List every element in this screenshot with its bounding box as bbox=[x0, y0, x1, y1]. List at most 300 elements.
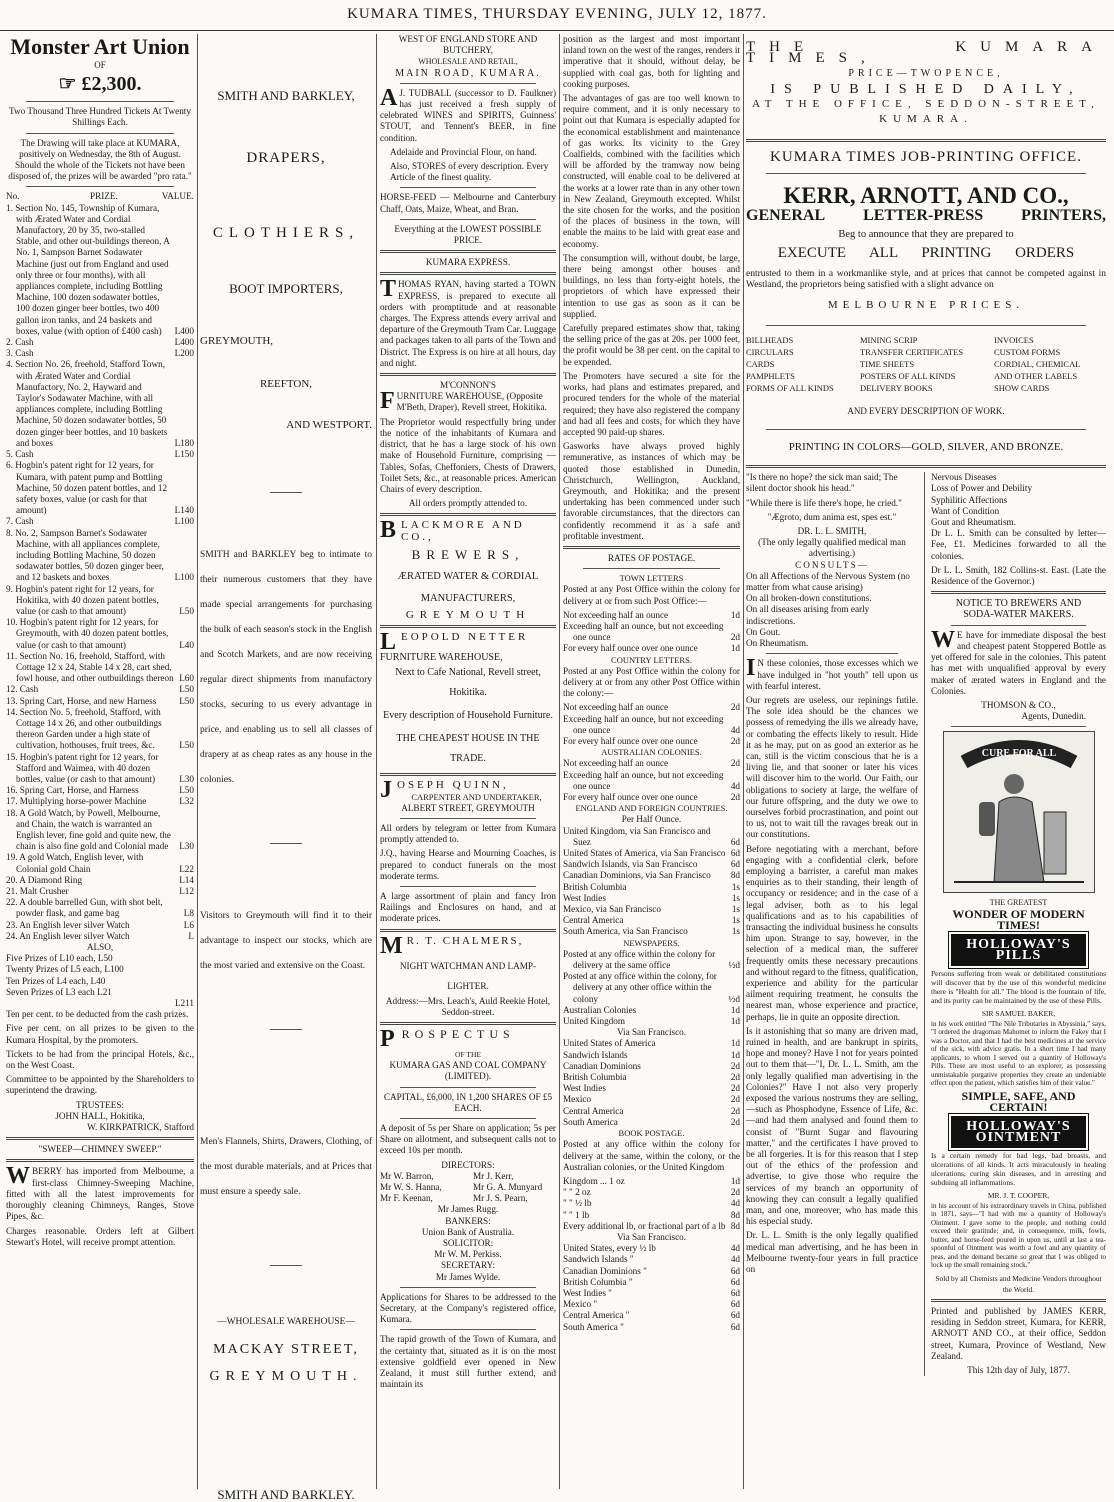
row-value: 1d bbox=[730, 1038, 740, 1049]
table-row bbox=[6, 897, 194, 919]
paper-title: THE KUMARA TIMES, bbox=[746, 39, 1106, 67]
row-value: 4d bbox=[730, 780, 740, 791]
row-value: 2d bbox=[730, 1187, 740, 1198]
dr-text: Is it astonishing that so many are driven mad, ruined in health, and are bankrupt in spirits, hope and money? Have I not for years pointed out to them that—"I, Dr. L. L. Smith, am the only legally qualified man advertising in the Colonies?" Have I not also very properly exposed the various nostrums they are selling,—such as Phosphodyne, Essence of Life, &c.—and had them analysed and found them to consist of "Burnt Sugar and flavouring matter," and the certificates I have proved to be all forgeries. It is for this reason that I step out of the ethics of the profession and advertise, to give those who require the services of my branch an opportunity of knowing they can consult a legally qualified man, and one, moreover, who has made this his especial study. bbox=[746, 1025, 918, 1227]
row-label: Ten Prizes of L4 each, L40 bbox=[6, 975, 106, 986]
store-text: A J. TUDBALL (successor to D. Faulkner) has just received a fresh supply of celebrated WINES and SPIRITS, Guinness' STOUT, and Tennent's BEER, in fine condition. bbox=[380, 84, 556, 143]
director: Mr W. S. Hanna, bbox=[380, 1182, 442, 1192]
divider bbox=[400, 818, 536, 819]
pills-text: Persons suffering from weak or debilitated constitutions will discover that by the use of this wonderful medicine there is "Health for all." The blood is the fountain of life, and its purity can be maintained by the use of these Pills. bbox=[931, 969, 1106, 1006]
divider bbox=[563, 546, 740, 549]
table-row bbox=[563, 1266, 740, 1277]
row-label: 14. Section No. 5, freehold, Stafford, with Cottage 14 x 26, and other outbuildings thereon Garden under a high state of cultivation, hothouses, fruit trees, &c. bbox=[6, 706, 162, 751]
dr-text: Our regrets are useless, our repinings futile. The sole idea should be the chances we possess of remedying the ills we already have, or combating the effects likely to result. Hide it as he may, put on as good an exterior as he can, still is the victim conscious that he is a living lie, and that sooner or later his vices will discover him to the world. Our Faith, our obligations to society at large, the welfare of our future offspring, and the duty we owe to ourselves forbid procrastination, and point out to us, not to wait till the ravages break out in our constitutions. bbox=[746, 694, 918, 840]
right-ads bbox=[931, 472, 1106, 1376]
list-item: AND OTHER LABELS bbox=[994, 370, 1078, 381]
tail-line: Five per cent. on all prizes to be given to the Kumara Hospital, by the promoters. bbox=[6, 1023, 194, 1045]
divider bbox=[270, 1265, 302, 1266]
kerr-arnott: KERR, ARNOTT, AND CO., bbox=[783, 183, 1069, 209]
hygeia-figure-icon bbox=[944, 732, 1094, 892]
table-row bbox=[563, 848, 740, 859]
table-row bbox=[563, 1061, 740, 1072]
table-row bbox=[563, 1083, 740, 1094]
divider bbox=[270, 843, 302, 844]
row-value: 2d bbox=[730, 735, 740, 746]
divider bbox=[766, 429, 1086, 430]
mconnon-title: M'CONNON'S bbox=[440, 380, 496, 391]
dr-name: DR. L. L. SMITH, bbox=[797, 526, 867, 537]
table-row bbox=[6, 696, 194, 707]
quote: "Is there no hope? the sick man said; The silent doctor shook his head." bbox=[746, 472, 898, 494]
table-row bbox=[563, 1005, 740, 1016]
table-row bbox=[563, 859, 740, 870]
postage-section: COUNTRY LETTERS. bbox=[611, 654, 692, 665]
row-label: Australian Colonies bbox=[563, 1004, 637, 1015]
bankers-label: BANKERS: bbox=[445, 1215, 491, 1226]
table-row bbox=[563, 1094, 740, 1105]
prize-list bbox=[6, 203, 194, 942]
table-row bbox=[6, 707, 194, 752]
list-item: TRANSFER CERTIFICATES bbox=[860, 346, 964, 357]
divider bbox=[400, 83, 536, 84]
extra-prizes bbox=[6, 953, 194, 998]
table-row bbox=[563, 770, 740, 792]
divider bbox=[26, 186, 174, 187]
row-label: Posted at any office within the colony, for delivery at any other office within the colony bbox=[563, 971, 717, 1004]
list-item: On all broken-down constitutions. bbox=[746, 593, 872, 604]
table-row bbox=[563, 1038, 740, 1049]
row-label: 21. Malt Crusher bbox=[6, 886, 69, 897]
row-value: 1d bbox=[730, 609, 740, 620]
gas-company: KUMARA GAS AND COAL COMPANY (LIMITED). bbox=[389, 1060, 547, 1082]
postage-text: Posted at any Post Office within the colony for delivery at or from any other Post Office within the colony:— bbox=[563, 665, 740, 699]
postage-section: TOWN LETTERS bbox=[619, 573, 684, 584]
row-label: United States of America, via San Francisco bbox=[563, 848, 726, 859]
art-union-tickets: Two Thousand Three Hundred Tickets At Twenty Shillings Each. bbox=[9, 106, 191, 128]
row-value: 2d bbox=[730, 758, 740, 769]
row-label: 17. Multiplying horse-power Machine bbox=[6, 796, 147, 807]
row-label: Five Prizes of L10 each, L50 bbox=[6, 953, 113, 964]
column-gas-postage bbox=[563, 34, 740, 1489]
store-text: Also, STORES of every description. Every Article of the finest quality. bbox=[390, 161, 549, 183]
row-value: 6d bbox=[730, 1310, 740, 1321]
blackmore-title: BLACKMORE AND CO., bbox=[380, 517, 525, 544]
row-label: 8. No. 2, Sampson Barnet's Sodawater Machine, with all appliances complete, including Bottling Machine, 50 dozen sodawater bottles, 50 dozen ginger beer, and 12 baskets and boxes bbox=[6, 527, 164, 583]
table-row bbox=[6, 796, 194, 807]
director: Mr G. A. Munyard bbox=[473, 1182, 543, 1192]
trustees-label: TRUSTEES: bbox=[76, 1099, 124, 1110]
cooper-text: in his account of his extraordinary travels in China, published in 1871, says—"I had with me a quantity of Holloway's Ointment. I gave some to the people, and nothing could exceed their gratitude; and, in consequence, milk, fowls, butter, and horse-feed poured in upon us, until at last a tea-spoonful of Ointment was worth a fowl and any quantity of peas, and the demand became so great that I was obliged to lock up the small remaining stock." bbox=[931, 1201, 1106, 1270]
table-row bbox=[6, 886, 194, 897]
table-row bbox=[563, 621, 740, 643]
divider bbox=[380, 929, 556, 932]
table-row bbox=[563, 1322, 740, 1333]
postage-rows bbox=[563, 758, 740, 803]
art-union-amount: ☞ £2,300. bbox=[58, 73, 142, 96]
divider bbox=[766, 173, 1086, 174]
beg-announce: Beg to announce that they are prepared to bbox=[838, 228, 1014, 240]
divider bbox=[380, 773, 556, 776]
divider bbox=[400, 1287, 536, 1288]
postage-section: ENGLAND AND FOREIGN COUNTRIES. bbox=[575, 803, 728, 814]
consults: CONSULTS— bbox=[795, 559, 869, 570]
boot-importers: BOOT IMPORTERS, bbox=[229, 281, 343, 296]
row-value: L100 bbox=[174, 572, 194, 583]
work-list bbox=[746, 334, 1106, 394]
solicitor-label: SOLICITOR: bbox=[442, 1238, 494, 1249]
table-row bbox=[6, 348, 194, 359]
list-item: MINING SCRIP bbox=[860, 334, 918, 345]
trustee: W. KIRKPATRICK, Stafford bbox=[87, 1122, 194, 1133]
divider bbox=[583, 568, 720, 569]
row-value: 1s bbox=[731, 926, 740, 937]
cure-banner-text: CURE FOR ALL bbox=[981, 748, 1056, 760]
row-label: 1. Section No. 145, Township of Kumara, with Ærated Water and Cordial Manufactory, 20 by 35, two-stalled Stable, and other out-buildings thereon, A No. 1, Sampson Barnet Sodawater Machine (just out from England and used only three or four months), with all appliances complete, including Bottling Machine, 100 dozen sodawater bottles, 100 dozen ginger beer bottles, two 400 gallon iron tanks, and 24 baskets and boxes, value (with option of £400 cash) bbox=[6, 202, 170, 336]
divider bbox=[400, 1087, 536, 1088]
row-label: For every half ounce over one ounce bbox=[563, 643, 698, 654]
kumara: KUMARA. bbox=[879, 113, 973, 126]
capital: CAPITAL, £6,000, IN 1,200 SHARES OF £5 EACH. bbox=[383, 1091, 553, 1113]
row-label: United States of America bbox=[563, 1038, 656, 1049]
row-value: 6d bbox=[730, 1321, 740, 1332]
row-label: Exceeding half an ounce, but not exceeding one ounce bbox=[563, 620, 724, 643]
row-value: 1s bbox=[731, 881, 740, 892]
row-label: Exceeding half an ounce, but not exceeding one ounce bbox=[563, 769, 724, 791]
list-item: FORMS OF ALL KINDS bbox=[746, 382, 834, 393]
table-row bbox=[563, 971, 740, 1005]
director: Mr J. Kerr, bbox=[473, 1170, 514, 1181]
row-value: L180 bbox=[174, 437, 194, 448]
row-value: 6d bbox=[730, 1287, 740, 1298]
store-address: MAIN ROAD, KUMARA. bbox=[395, 67, 541, 79]
column-ads bbox=[380, 34, 556, 1489]
table-row bbox=[6, 785, 194, 796]
colors: PRINTING IN COLORS—GOLD, SILVER, AND BRONZE. bbox=[788, 441, 1064, 454]
table-row bbox=[563, 1117, 740, 1128]
table-row bbox=[6, 808, 194, 853]
mconnon-text: The Proprietor would respectfully bring under the notice of the inhabitants of Kumara and district, that he has a large stock of his own make of Household Furniture, comprising — Tables, Sofas, Cheffoniers, Chests of Drawers, Toilet Sets, &c., at reasonable prices. American Chairs of every description. bbox=[380, 416, 556, 494]
row-label: Twenty Prizes of L5 each, L100 bbox=[6, 964, 124, 975]
divider bbox=[270, 492, 302, 493]
row-value: 4d bbox=[730, 1243, 740, 1254]
row-label: Kingdom ... 1 oz bbox=[563, 1175, 625, 1186]
row-label: British Columbia " bbox=[563, 1276, 633, 1287]
row-value: L14 bbox=[179, 874, 194, 885]
row-label: 5. Cash bbox=[6, 449, 34, 460]
row-label: Not exceeding half an ounce bbox=[563, 758, 669, 769]
row-value: L12 bbox=[179, 886, 194, 897]
sold-by: Sold by all Chemists and Medicine Vendors throughout the World. bbox=[935, 1273, 1102, 1294]
row-value: 2d bbox=[730, 792, 740, 802]
table-row bbox=[6, 528, 194, 584]
row-value: L50 bbox=[179, 785, 194, 796]
divider bbox=[766, 325, 1086, 326]
notice: NOTICE TO BREWERS AND bbox=[955, 598, 1082, 610]
bank: Union Bank of Australia. bbox=[421, 1226, 515, 1237]
row-value: L400 bbox=[174, 337, 194, 348]
table-row bbox=[563, 1277, 740, 1288]
row-value: 1d bbox=[730, 643, 740, 654]
postage-section: BOOK POSTAGE. bbox=[618, 1128, 685, 1139]
row-value: 8d bbox=[730, 870, 740, 881]
row-value: L6 bbox=[183, 919, 194, 930]
store-sub: WHOLESALE AND RETAIL, bbox=[418, 57, 518, 67]
row-value: 6d bbox=[730, 1299, 740, 1310]
greatest: THE GREATEST bbox=[989, 898, 1048, 908]
table-row bbox=[563, 826, 740, 848]
row-value: 6d bbox=[730, 1276, 740, 1287]
postage-sub: Via San Francisco. bbox=[616, 1027, 687, 1038]
row-label: " " 1 lb bbox=[563, 1209, 590, 1220]
table-row bbox=[563, 893, 740, 904]
list-item: On Gout. bbox=[746, 626, 781, 637]
column-art-union bbox=[6, 34, 194, 1489]
mconnon-text-2: All orders promptly attended to. bbox=[408, 498, 528, 509]
row-label: 11. Section No. 16, freehold, Stafford, with Cottage 12 x 24, Stable 14 x 28, cart shed, fowl house, and other outbuildings thereon bbox=[6, 650, 174, 684]
row-value: 1d bbox=[730, 1175, 740, 1186]
job-printing: KUMARA TIMES JOB-PRINTING OFFICE. bbox=[770, 149, 1082, 166]
row-label: 13. Spring Cart, Horse, and new Harness bbox=[6, 695, 157, 706]
row-value: 6d bbox=[730, 848, 740, 859]
drapers: DRAPERS, bbox=[246, 150, 326, 166]
quinn-text: All orders by telegram or letter from Kumara promptly attended to. bbox=[380, 822, 556, 845]
table-row bbox=[563, 792, 740, 803]
list-item: CARDS bbox=[746, 358, 775, 369]
row-label: 6. Hogbin's patent right for 12 years, for Kumara, with patent pump and Bottling Machine, 50 dozen patent bottles, and 12 safety boxes, value (or cash for that amount) bbox=[6, 460, 168, 516]
row-label: Posted at any office within the colony for delivery at the same office bbox=[563, 948, 716, 971]
row-label: " " ½ lb bbox=[563, 1198, 592, 1209]
row-label: 20. A Diamond Ring bbox=[6, 874, 83, 885]
postage-rows bbox=[563, 826, 740, 938]
list-item: PAMPHLETS bbox=[746, 370, 795, 381]
row-label: For every half ounce over one ounce bbox=[563, 792, 698, 802]
row-value: 8d bbox=[730, 1209, 740, 1220]
row-value: 2d bbox=[730, 1072, 740, 1083]
mackay-street: MACKAY STREET, bbox=[213, 1342, 359, 1357]
divider bbox=[6, 1137, 194, 1140]
table-row bbox=[563, 736, 740, 747]
every-description: AND EVERY DESCRIPTION OF WORK. bbox=[847, 405, 1005, 416]
list-item: On all Affections of the Nervous System (no matter from what cause arising) bbox=[746, 570, 910, 593]
solicitor: Mr W. M. Perkiss. bbox=[434, 1249, 502, 1260]
extras-total: L211 bbox=[174, 998, 194, 1009]
row-label: " " 2 oz bbox=[563, 1187, 591, 1198]
entrusted: entrusted to them in a workmanlike style, and at prices that cannot be competed against in Westland, the proprietors being satisfied with a slight advance on bbox=[746, 269, 1106, 291]
table-row bbox=[563, 1254, 740, 1265]
table-row bbox=[563, 1187, 740, 1198]
divider bbox=[26, 133, 174, 134]
pills-banner: HOLLOWAY'S PILLS bbox=[951, 934, 1086, 966]
row-label: 9. Hogbin's patent right for 12 years, for Hokitika, with 40 dozen patent bottles, value (or cash to that amount) bbox=[6, 583, 159, 616]
row-value: 2d bbox=[730, 1116, 740, 1127]
brewers: BREWERS, bbox=[411, 546, 525, 562]
postage-rows bbox=[563, 702, 740, 747]
table-row bbox=[563, 1221, 740, 1232]
quinn-address: ALBERT STREET, GREYMOUTH bbox=[401, 802, 535, 813]
table-row bbox=[6, 964, 194, 975]
gas-text: The consumption will, without doubt, be large, there being amongst other houses and buildings, no less than forty-eight hotels, the proprietors of which have expressed their intention to use gas as soon as it can be supplied. bbox=[563, 252, 740, 319]
list-item: INVOICES bbox=[994, 334, 1034, 345]
row-label: 2. Cash bbox=[6, 337, 34, 348]
table-row bbox=[6, 752, 194, 786]
postage-section: AUSTRALIAN COLONIES. bbox=[601, 747, 702, 758]
row-label: South America " bbox=[563, 1321, 624, 1332]
list-item: Gout and Rheumatism. bbox=[931, 517, 1016, 528]
row-label: United Kingdom, via San Francisco and Suez bbox=[563, 825, 711, 847]
chalmers-sub: NIGHT WATCHMAN AND LAMP-LIGHTER. bbox=[399, 960, 537, 991]
bottle-text: W E have for immediate disposal the best and cheapest patent Stoppered Bottle as yet offered for sale in the colonies. This patent has met with unqualified approval by every maker of ærated waters in England and the Colonies. bbox=[931, 626, 1106, 696]
deposit: A deposit of 5s per Share on application; 5s per Share on allotment, and subsequent calls not to exceed 10s per month. bbox=[380, 1122, 556, 1156]
firm-name-bottom: SMITH AND BARKLEY. bbox=[217, 1487, 355, 1502]
rates-title: RATES OF POSTAGE. bbox=[607, 552, 696, 563]
prospectus-of: OF THE bbox=[455, 1049, 481, 1059]
list-item: On Rheumatism. bbox=[746, 638, 809, 649]
table-row bbox=[563, 1072, 740, 1083]
row-value: L32 bbox=[179, 796, 194, 807]
netter-title: LEOPOLD NETTER bbox=[380, 629, 529, 656]
row-label: South America bbox=[563, 1116, 618, 1127]
row-value: L140 bbox=[174, 505, 194, 516]
divider bbox=[400, 886, 536, 887]
divider bbox=[400, 219, 536, 220]
divider bbox=[270, 1029, 302, 1030]
table-row bbox=[6, 617, 194, 651]
table-row bbox=[563, 904, 740, 915]
table-row bbox=[563, 1016, 740, 1027]
row-value: 2d bbox=[730, 1083, 740, 1094]
town-reefton: REEFTON, bbox=[259, 378, 313, 390]
pointing-hand-icon: ☞ bbox=[58, 73, 82, 96]
list-item: TIME SHEETS bbox=[860, 358, 915, 369]
netter-address: Next to Cafe National, Revell street, Hokitika. bbox=[395, 667, 541, 699]
row-label: Not exceeding half an ounce bbox=[563, 702, 669, 713]
postage-rows bbox=[563, 1243, 740, 1333]
row-value: ½d bbox=[728, 993, 740, 1004]
divider bbox=[6, 1159, 194, 1162]
row-label: Sandwich Islands " bbox=[563, 1254, 634, 1265]
melbourne-prices: MELBOURNE PRICES. bbox=[827, 298, 1025, 311]
table-row bbox=[6, 460, 194, 516]
table-row bbox=[563, 1210, 740, 1221]
column-divider bbox=[197, 34, 198, 1489]
row-value: 8d bbox=[730, 1220, 740, 1231]
tail-line: Ten per cent. to be deducted from the cash prizes. bbox=[6, 1009, 189, 1020]
row-label: Not exceeding half an ounce bbox=[563, 609, 669, 620]
netter-warehouse: FURNITURE WAREHOUSE, bbox=[380, 652, 503, 664]
list-item: BILLHEADS bbox=[746, 334, 794, 345]
row-value: L150 bbox=[174, 449, 194, 460]
table-row bbox=[563, 1243, 740, 1254]
divider bbox=[766, 653, 898, 654]
list-item: On all diseases arising from early indiscretions. bbox=[746, 604, 870, 626]
row-value: 2d bbox=[730, 632, 740, 643]
row-value: 6d bbox=[730, 836, 740, 847]
list-item: SHOW CARDS bbox=[994, 382, 1050, 393]
column-divider bbox=[924, 472, 925, 1376]
director: Mr J. S. Pearn, bbox=[473, 1193, 528, 1204]
row-label: United States, every ½ lb bbox=[563, 1243, 656, 1254]
list-item: CORDIAL, CHEMICAL bbox=[994, 358, 1081, 369]
postage-sub: Via San Francisco. bbox=[616, 1231, 687, 1242]
row-label: Central America " bbox=[563, 1310, 630, 1321]
table-row bbox=[6, 449, 194, 460]
postage-section: NEWSPAPERS. bbox=[623, 937, 680, 948]
lowest-price: Everything at the LOWEST POSSIBLE PRICE. bbox=[394, 223, 542, 246]
firm-name: SMITH AND BARKLEY, bbox=[217, 88, 355, 103]
table-row bbox=[6, 852, 194, 874]
row-value: 1d bbox=[730, 1004, 740, 1015]
row-value: L22 bbox=[179, 863, 194, 874]
town-greymouth: GREYMOUTH, bbox=[200, 335, 274, 347]
row-value: L8 bbox=[183, 908, 194, 919]
dr-right-text: Dr L. L. Smith, 182 Collins-st. East. (Late the Residence of the Governor.) bbox=[931, 564, 1106, 587]
trustee: JOHN HALL, Hokitika, bbox=[55, 1110, 145, 1121]
town-westport: AND WESTPORT. bbox=[286, 419, 372, 431]
table-row bbox=[563, 758, 740, 769]
list-item: Loss of Power and Debility bbox=[931, 483, 1033, 494]
column-divider bbox=[376, 34, 377, 1489]
visitors: Visitors to Greymouth will find it to their advantage to inspect our stocks, which are the most varied and extensive on the Coast. bbox=[200, 911, 372, 971]
row-value: L400 bbox=[174, 325, 194, 336]
table-row bbox=[6, 516, 194, 527]
row-label: West Indies " bbox=[563, 1287, 612, 1298]
divider bbox=[951, 726, 1086, 727]
row-label: 15. Hogbin's patent right for 12 years, for Stafford and Waimea, with 40 dozen bottles, value (or cash to that amount) bbox=[6, 751, 159, 784]
divider bbox=[380, 1022, 556, 1025]
list-item: CUSTOM FORMS bbox=[994, 346, 1061, 357]
row-label: Central America bbox=[563, 915, 624, 926]
column-smith-barkley bbox=[200, 34, 372, 1502]
row-label: Mexico, via San Francisco bbox=[563, 904, 661, 915]
divider bbox=[931, 591, 1106, 594]
sweep-text-2: Charges reasonable. Orders left at Gilbert Stewart's Hotel, will receive prompt attention. bbox=[6, 1225, 194, 1247]
clothiers: CLOTHIERS, bbox=[212, 225, 360, 241]
thomson: THOMSON & CO., bbox=[981, 699, 1056, 710]
row-value: 1d bbox=[730, 1049, 740, 1060]
mconnon-head: FURNITURE WAREHOUSE, (Opposite M'Beth, Draper), Revell street, Hokitika. bbox=[380, 388, 547, 415]
row-value: L50 bbox=[179, 740, 194, 751]
list-item: Syphilitic Affections bbox=[931, 494, 1008, 505]
table-row bbox=[6, 987, 194, 998]
row-label: Central America bbox=[563, 1105, 624, 1116]
row-label: Mexico bbox=[563, 1094, 592, 1105]
row-label: Sandwich Islands bbox=[563, 1049, 628, 1060]
table-row bbox=[563, 882, 740, 893]
row-label: South America, via San Francisco bbox=[563, 926, 688, 937]
table-row bbox=[6, 684, 194, 695]
table-row bbox=[6, 920, 194, 931]
gas-text: The Promoters have secured a site for the works, had plans and estimates prepared, and procured tenders for the whole of the material required; they have also registered the company and had all fees and costs, for which they have accepted 90 paid-up shares. bbox=[563, 370, 740, 437]
row-label: For every half ounce over one ounce bbox=[563, 735, 698, 746]
divider bbox=[931, 1299, 1106, 1302]
divider bbox=[400, 1329, 536, 1330]
postage-rows bbox=[563, 1176, 740, 1232]
art-union-of: OF bbox=[94, 60, 106, 70]
table-row bbox=[563, 643, 740, 654]
quote: "Ægroto, dum anima est, spes est." bbox=[767, 511, 897, 522]
table-row bbox=[563, 915, 740, 926]
aerated: ÆRATED WATER & CORDIAL MANUFACTURERS, bbox=[397, 570, 539, 604]
imprint-date: This 12th day of July, 1877. bbox=[967, 1364, 1070, 1375]
row-label: 7. Cash bbox=[6, 516, 34, 527]
table-row bbox=[6, 875, 194, 886]
row-value: L30 bbox=[179, 841, 194, 852]
masthead: KUMARA TIMES, THURSDAY EVENING, JULY 12, 1877. bbox=[0, 6, 1114, 31]
price: PRICE—TWOPENCE, bbox=[848, 68, 1004, 80]
tail-line: Committee to be appointed by the Shareholders to superintend the drawing. bbox=[6, 1074, 194, 1096]
office: AT THE OFFICE, SEDDON-STREET, bbox=[752, 97, 1100, 110]
table-row bbox=[563, 926, 740, 937]
